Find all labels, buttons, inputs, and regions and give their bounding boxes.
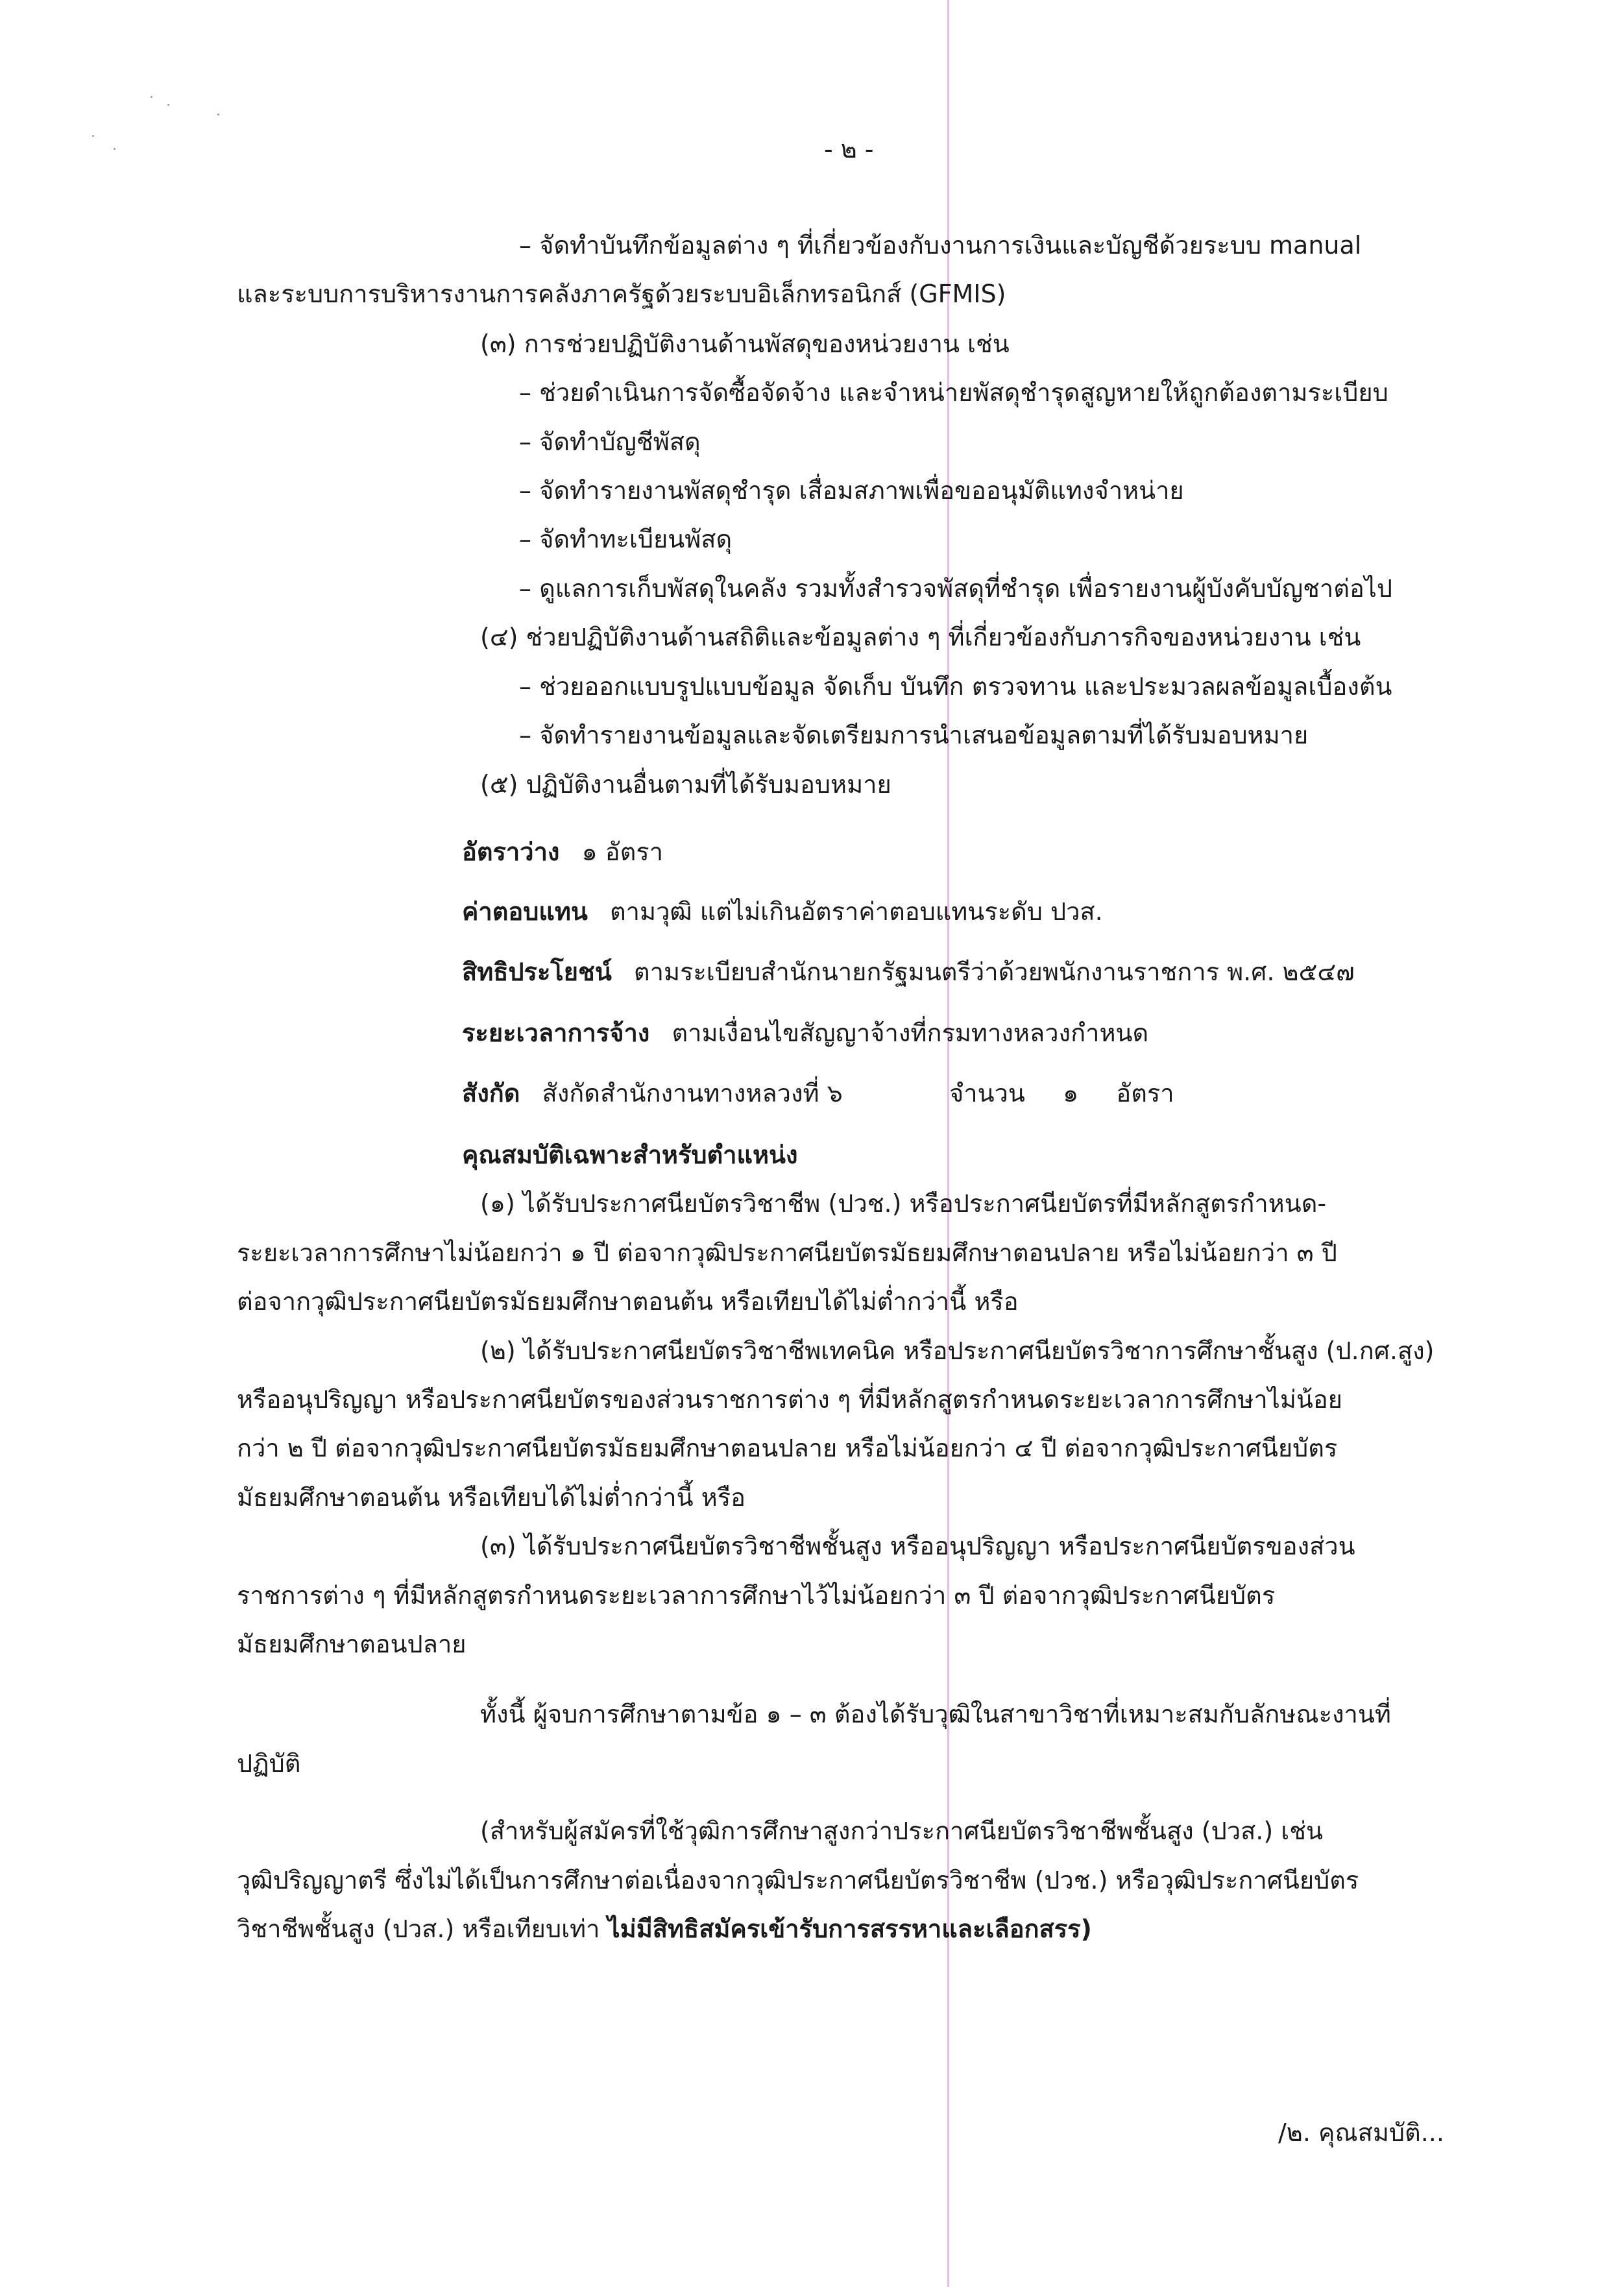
- pay-row: [462, 895, 1103, 928]
- qualification-line: ราชการต่าง ๆ ที่มีหลักสูตรกำหนดระยะเวลาการศึกษาไว้ไม่น้อยกว่า ๓ ปี ต่อจากวุฒิประกาศนียบัตร: [237, 1581, 1276, 1610]
- duty-heading: (๕) ปฏิบัติงานอื่นตามที่ได้รับมอบหมาย: [480, 770, 891, 799]
- qualification-note: ปฏิบัติ: [237, 1749, 301, 1778]
- count-number: ๑: [1063, 1079, 1079, 1107]
- qualification-line: มัธยมศึกษาตอนปลาย: [237, 1630, 467, 1658]
- pay-value: ตามวุฒิ แต่ไม่เกินอัตราค่าตอบแทนระดับ ปวส.: [610, 897, 1103, 926]
- duty-line: – ดูแลการเก็บพัสดุในคลัง รวมทั้งสำรวจพัสดุที่ชำรุด เพื่อรายงานผู้บังคับบัญชาต่อไป: [519, 574, 1392, 603]
- scan-speck: [92, 135, 94, 137]
- duty-line: – จัดทำรายงานพัสดุชำรุด เสื่อมสภาพเพื่อขออนุมัติแทงจำหน่าย: [519, 476, 1184, 505]
- vacancy-value: ๑ อัตรา: [581, 838, 664, 866]
- benefit-row: [462, 956, 1355, 988]
- qualification-line: กว่า ๒ ปี ต่อจากวุฒิประกาศนียบัตรมัธยมศึกษาตอนปลาย หรือไม่น้อยกว่า ๔ ปี ต่อจากวุฒิประกาศนียบัตร: [237, 1434, 1338, 1462]
- duty-line: – จัดทำทะเบียนพัสดุ: [519, 525, 733, 553]
- qualification-line: (๑) ได้รับประกาศนียบัตรวิชาชีพ (ปวช.) หรือประกาศนียบัตรที่มีหลักสูตรกำหนด-: [480, 1189, 1327, 1218]
- qualification-line: ต่อจากวุฒิประกาศนียบัตรมัธยมศึกษาตอนต้น หรือเทียบได้ไม่ต่ำกว่านี้ หรือ: [237, 1287, 1019, 1316]
- qualification-line: (๒) ได้รับประกาศนียบัตรวิชาชีพเทคนิค หรือประกาศนียบัตรวิชาการศึกษาชั้นสูง (ป.กศ.สูง): [480, 1337, 1435, 1365]
- qualification-note-last: [237, 1913, 1092, 1945]
- period-row: [462, 1017, 1148, 1049]
- duty-line: และระบบการบริหารงานการคลังภาครัฐด้วยระบบอิเล็กทรอนิกส์ (GFMIS): [237, 280, 1006, 308]
- duty-line: – จัดทำบัญชีพัสดุ: [519, 428, 701, 456]
- qualification-note: วุฒิปริญญาตรี ซึ่งไม่ได้เป็นการศึกษาต่อเนื่องจากวุฒิประกาศนียบัตรวิชาชีพ (ปวช.) หรือวุฒิประกาศนียบัตร: [237, 1866, 1359, 1894]
- vacancy-row: [462, 836, 663, 868]
- qualification-note: (สำหรับผู้สมัครที่ใช้วุฒิการศึกษาสูงกว่าประกาศนียบัตรวิชาชีพชั้นสูง (ปวส.) เช่น: [480, 1817, 1324, 1845]
- page-number: - ๒ -: [824, 135, 874, 163]
- duty-line: – จัดทำบันทึกข้อมูลต่าง ๆ ที่เกี่ยวข้องกับงานการเงินและบัญชีด้วยระบบ manual: [519, 231, 1362, 260]
- duty-heading: (๓) การช่วยปฏิบัติงานด้านพัสดุของหน่วยงาน เช่น: [480, 330, 1010, 358]
- qualification-line: ระยะเวลาการศึกษาไม่น้อยกว่า ๑ ปี ต่อจากวุฒิประกาศนียบัตรมัธยมศึกษาตอนปลาย หรือไม่น้อยกว่า ๓ ปี: [237, 1239, 1337, 1267]
- duty-heading: (๔) ช่วยปฏิบัติงานด้านสถิติและข้อมูลต่าง ๆ ที่เกี่ยวข้องกับภารกิจของหน่วยงาน เช่น: [480, 623, 1361, 651]
- duty-line: – ช่วยดำเนินการจัดซื้อจัดจ้าง และจำหน่ายพัสดุชำรุดสูญหายให้ถูกต้องตามระเบียบ: [519, 378, 1388, 407]
- affiliation-label: สังกัด: [462, 1079, 520, 1107]
- count-label: จำนวน: [949, 1079, 1025, 1107]
- benefit-label: สิทธิประโยชน์: [462, 958, 612, 986]
- vacancy-label: อัตราว่าง: [462, 838, 560, 866]
- scan-speck: [114, 148, 115, 150]
- duty-line: – ช่วยออกแบบรูปแบบข้อมูล จัดเก็บ บันทึก ตรวจทาน และประมวลผลข้อมูลเบื้องต้น: [519, 672, 1392, 701]
- scan-speck: [167, 104, 169, 106]
- pay-label: ค่าตอบแทน: [462, 897, 588, 926]
- qualification-line: มัธยมศึกษาตอนต้น หรือเทียบได้ไม่ต่ำกว่านี้ หรือ: [237, 1483, 745, 1512]
- duty-line: – จัดทำรายงานข้อมูลและจัดเตรียมการนำเสนอข้อมูลตามที่ได้รับมอบหมาย: [519, 721, 1309, 749]
- period-label: ระยะเวลาการจ้าง: [462, 1019, 650, 1047]
- last-line-bold: ไม่มีสิทธิสมัครเข้ารับการสรรหาและเลือกสรร): [607, 1915, 1092, 1943]
- affiliation-value: สังกัดสำนักงานทางหลวงที่ ๖: [542, 1079, 843, 1107]
- footer-continuation: /๒. คุณสมบัติ...: [1278, 2118, 1444, 2147]
- qualification-note: ทั้งนี้ ผู้จบการศึกษาตามข้อ ๑ – ๓ ต้องได้รับวุฒิในสาขาวิชาที่เหมาะสมกับลักษณะงานที่: [480, 1700, 1391, 1728]
- affiliation-row: [462, 1077, 1174, 1109]
- scan-speck: [217, 114, 219, 115]
- period-value: ตามเงื่อนไขสัญญาจ้างที่กรมทางหลวงกำหนด: [672, 1019, 1149, 1047]
- qualification-line: (๓) ได้รับประกาศนียบัตรวิชาชีพชั้นสูง หรืออนุปริญญา หรือประกาศนียบัตรของส่วน: [480, 1532, 1355, 1560]
- count-unit: อัตรา: [1116, 1079, 1174, 1107]
- scan-speck: [151, 96, 152, 98]
- qualification-line: หรืออนุปริญญา หรือประกาศนียบัตรของส่วนราชการต่าง ๆ ที่มีหลักสูตรกำหนดระยะเวลาการศึกษาไม่น้อย: [237, 1385, 1342, 1414]
- qualification-heading: คุณสมบัติเฉพาะสำหรับตำแหน่ง: [462, 1141, 798, 1169]
- last-line-prefix: วิชาชีพชั้นสูง (ปวส.) หรือเทียบเท่า: [237, 1915, 600, 1943]
- benefit-value: ตามระเบียบสำนักนายกรัฐมนตรีว่าด้วยพนักงานราชการ พ.ศ. ๒๕๔๗: [633, 958, 1355, 986]
